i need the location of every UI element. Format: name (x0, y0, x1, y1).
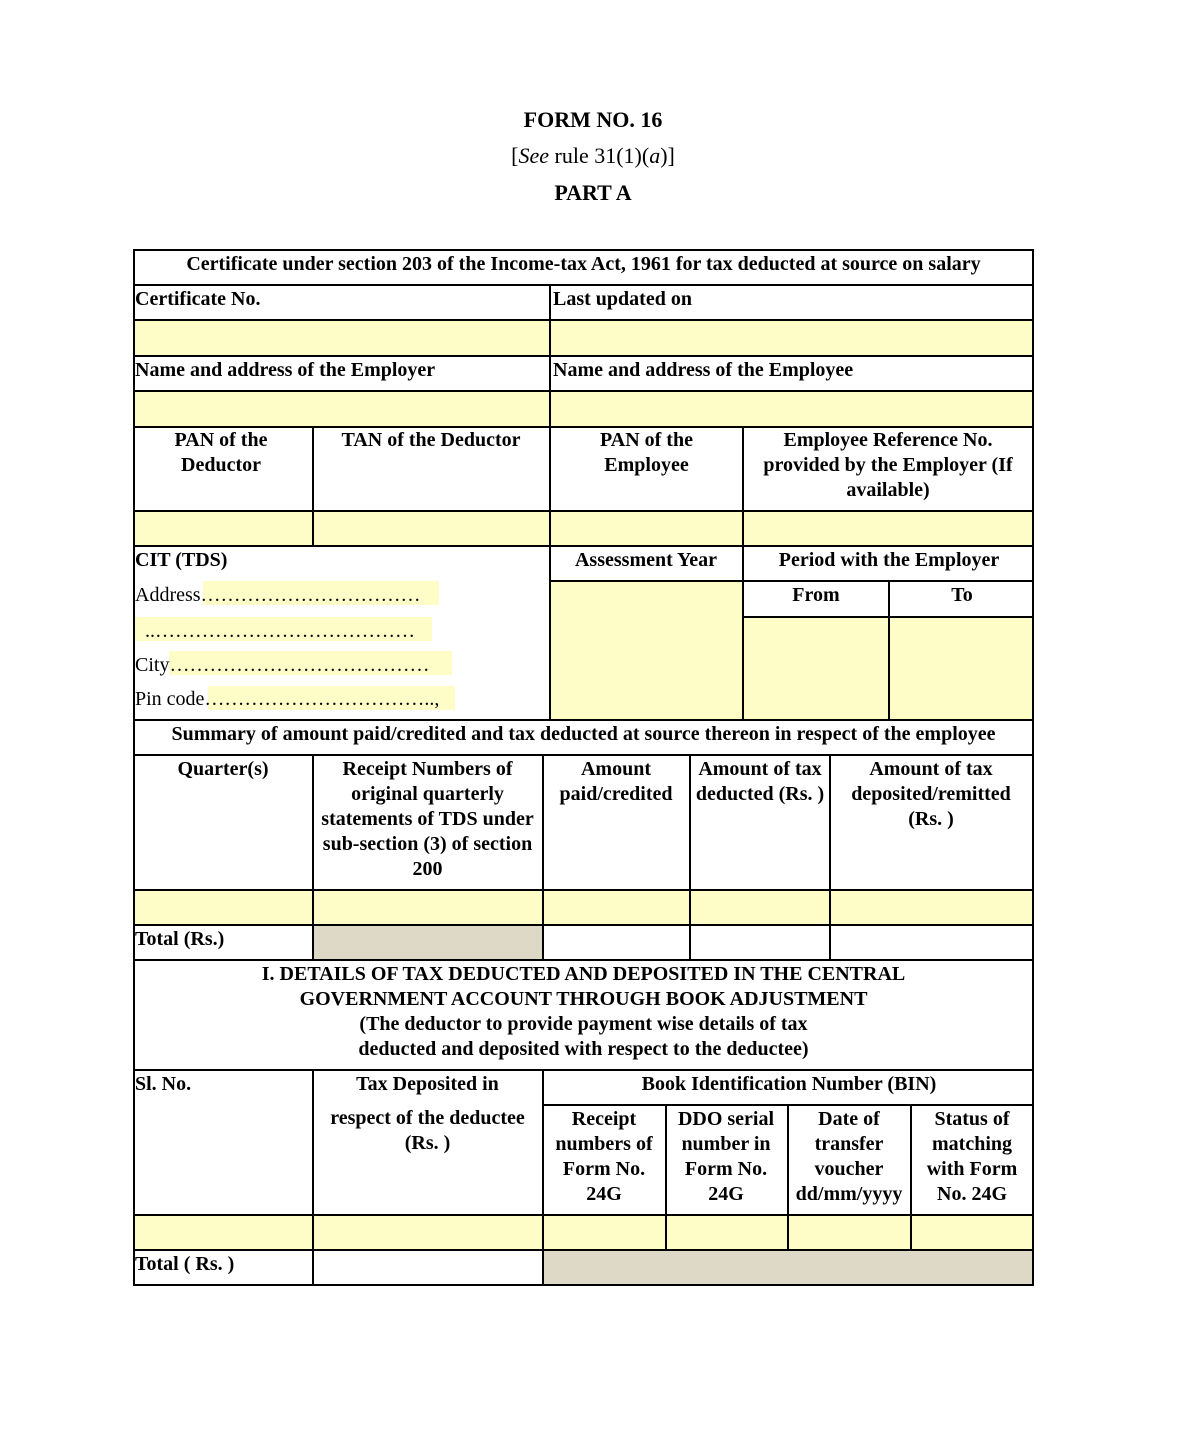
assessment-year-input[interactable] (549, 581, 743, 719)
cit-address-label: Address…………………………… (135, 584, 421, 606)
respect-of-deductee-header: respect of the deductee (Rs. ) (330, 1107, 525, 1154)
status-matching-header: Status of matching with Form No. 24G (926, 1108, 1018, 1205)
ddo-serial-header: DDO serial number in Form No. 24G (677, 1108, 775, 1205)
receipt-24g-header: Receipt numbers of Form No. 24G (555, 1108, 653, 1205)
name-address-input[interactable] (133, 391, 1034, 427)
amount-paid-header: Amount paid/credited (559, 758, 673, 805)
tax-deducted-header: Amount of tax deducted (Rs. ) (695, 758, 825, 805)
period-label: Period with the Employer (778, 549, 1000, 571)
cit-address2-label: ..………………………………… (145, 620, 415, 642)
summary-total-receipt-shaded (313, 925, 543, 960)
receipt-numbers-header: Receipt Numbers of original quarterly statements of TDS under sub-section (3) of section 200 (321, 758, 534, 880)
details-row-input[interactable] (133, 1215, 1034, 1250)
assessment-year-label: Assessment Year (574, 549, 717, 571)
from-label: From (792, 584, 840, 606)
employee-name-label: Name and address of the Employee (553, 359, 854, 381)
rule-reference (0, 143, 1186, 169)
details-heading-1: I. DETAILS OF TAX DEDUCTED AND DEPOSITED IN THE CENTRAL (261, 963, 906, 985)
certificate-title: Certificate under section 203 of the Income-tax Act, 1961 for tax deducted at source on salary (186, 253, 981, 275)
last-updated-label: Last updated on (553, 288, 692, 310)
tan-deductor-label: TAN of the Deductor (341, 429, 521, 451)
rule-end: )] (660, 143, 675, 168)
pan-tan-input[interactable] (133, 511, 1034, 546)
summary-row-input[interactable] (133, 890, 1034, 925)
pan-deductor-label: PAN of the Deductor (174, 429, 268, 476)
summary-total-label: Total (Rs.) (135, 928, 225, 950)
details-total-label: Total ( Rs. ) (135, 1253, 235, 1275)
rule-open: [ (511, 143, 519, 168)
quarters-header: Quarter(s) (177, 758, 269, 780)
summary-title: Summary of amount paid/credited and tax deducted at source thereon in respect of the employee (171, 723, 996, 745)
details-total-bin-shaded (543, 1250, 1034, 1285)
details-heading-2: GOVERNMENT ACCOUNT THROUGH BOOK ADJUSTMENT (299, 988, 868, 1010)
details-heading-3: (The deductor to provide payment wise details of tax (359, 1013, 808, 1035)
sl-no-header: Sl. No. (135, 1073, 192, 1095)
cit-city-label: City………………………………… (135, 654, 430, 676)
part-title: PART A (554, 180, 632, 205)
details-heading-4: deducted and deposited with respect to the deductee) (358, 1038, 809, 1060)
tax-deposited-header: Amount of tax deposited/remitted (Rs. ) (851, 758, 1011, 830)
cit-tds-label: CIT (TDS) (135, 549, 228, 571)
date-transfer-header: Date of transfer voucher dd/mm/yyyy (795, 1108, 903, 1205)
rule-a: a (649, 143, 661, 168)
rule-see: See (518, 143, 549, 168)
to-label: To (951, 584, 973, 606)
tax-deposited-in-header: Tax Deposited in (356, 1073, 499, 1095)
form-title: FORM NO. 16 (523, 107, 663, 132)
bin-header: Book Identification Number (BIN) (641, 1073, 937, 1095)
pan-employee-label: PAN of the Employee (600, 429, 693, 476)
form16-table (133, 249, 1034, 1285)
certificate-no-label: Certificate No. (135, 288, 261, 310)
cit-pin-label: Pin code…………………………….., (135, 688, 440, 710)
employee-ref-label: Employee Reference No. provided by the Employer (If available) (763, 429, 1013, 501)
employer-name-label: Name and address of the Employer (135, 359, 436, 381)
cert-no-input[interactable] (133, 320, 1034, 356)
rule-mid: rule 31(1)( (549, 143, 650, 168)
